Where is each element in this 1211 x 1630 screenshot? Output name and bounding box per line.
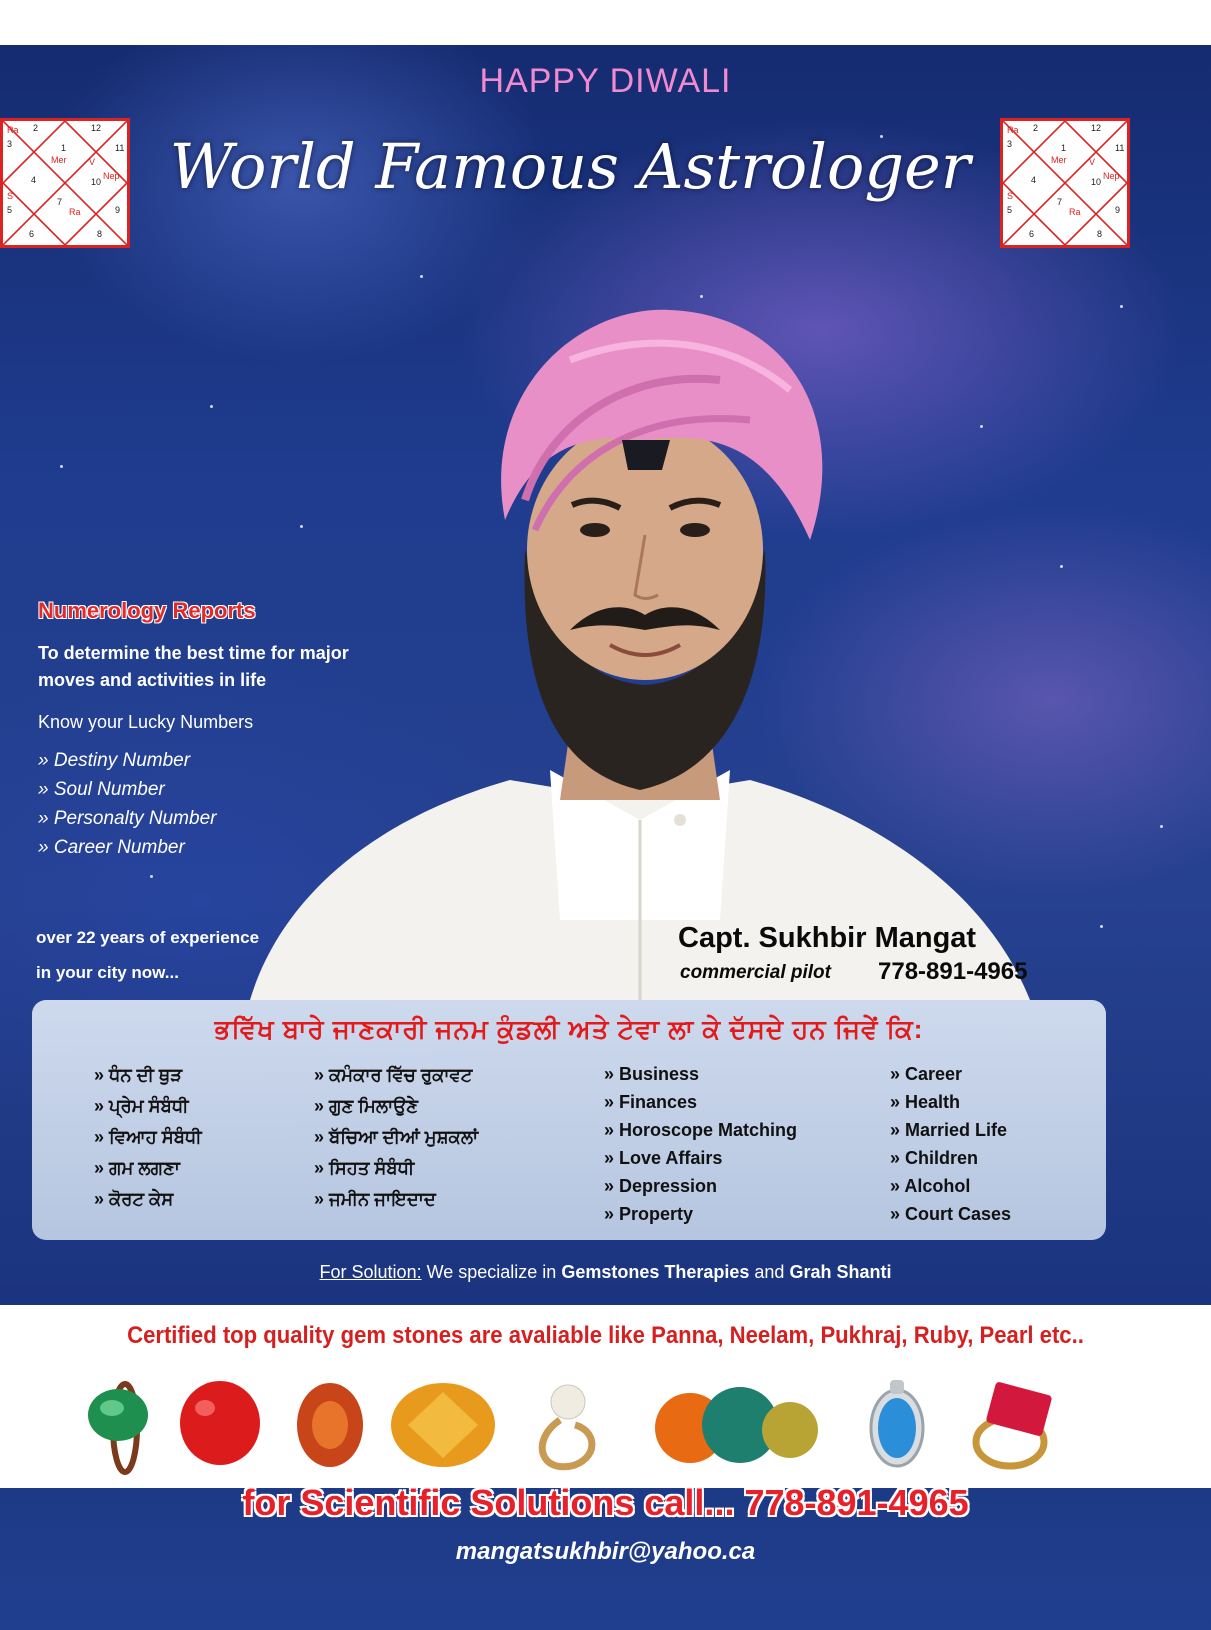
lucky-numbers-label: Know your Lucky Numbers [38, 712, 254, 732]
solution-lead: For Solution: [319, 1262, 422, 1282]
numerology-title: Numerology Reports [38, 598, 256, 623]
citrine-gem-icon [391, 1383, 495, 1467]
services-column-punjabi-1 [94, 1060, 202, 1215]
list-item: » ਵਿਆਹ ਸੰਬੰਧੀ [94, 1127, 202, 1147]
pearl-ring-icon [542, 1385, 592, 1467]
astrologer-title: commercial pilot [680, 962, 831, 983]
kundli-label: 9 [115, 205, 121, 215]
kundli-label: V [89, 157, 96, 167]
kundli-label: 1 [61, 143, 67, 153]
kundli-label: Ra [1007, 125, 1019, 135]
numerology-subtitle: To determine the best time for major moves and activities in life [38, 643, 349, 690]
list-item: » Soul Number [38, 779, 165, 800]
list-item: » Health [890, 1092, 961, 1112]
services-column-english-1 [604, 1060, 797, 1228]
list-item: » Depression [604, 1176, 718, 1196]
list-item: » Alcohol [890, 1176, 971, 1196]
solution-line [0, 1262, 1211, 1283]
list-item: » Property [604, 1204, 694, 1224]
list-item: » ਕਮੰਕਾਰ ਵਿੱਚ ਰੁਕਾਵਟ [314, 1065, 473, 1085]
headline: World Famous Astrologer [169, 130, 971, 203]
astrologer-name: Capt. Sukhbir Mangat [678, 922, 977, 954]
kundli-label: S [7, 191, 14, 201]
kundli-label: 4 [31, 175, 37, 185]
email-address[interactable]: mangatsukhbir@yahoo.ca [455, 1538, 756, 1565]
list-item: » ਪ੍ਰੇਮ ਸੰਬੰਧੀ [94, 1096, 189, 1116]
list-item: » Business [604, 1064, 700, 1084]
list-item: » Children [890, 1148, 979, 1168]
kundli-label: 5 [1007, 205, 1013, 215]
kundli-label: Ra [69, 207, 81, 217]
kundli-label: 7 [1057, 197, 1063, 207]
list-item: » Destiny Number [38, 750, 191, 771]
red-coral-icon [180, 1381, 260, 1465]
experience-line: in your city now... [36, 963, 179, 982]
kundli-label: 8 [1097, 229, 1103, 239]
solution-text: We specialize in [421, 1262, 562, 1282]
list-item: » ਧੰਨ ਦੀ ਥੁੜ [94, 1065, 183, 1085]
list-item: » Career Number [38, 837, 185, 858]
list-item: » Married Life [890, 1120, 1008, 1140]
numerology-list [38, 746, 216, 862]
list-item: » ਗੁਣ ਮਿਲਾਉਣੇ [314, 1096, 418, 1116]
call-to-action[interactable]: for Scientific Solutions call... 778-891-4965 [242, 1482, 969, 1523]
ruby-ring-icon [976, 1381, 1052, 1466]
phone-number[interactable]: 778-891-4965 [878, 958, 1028, 985]
kundli-label: 6 [1029, 229, 1035, 239]
kundli-label: 7 [57, 197, 63, 207]
services-panel [32, 1000, 1106, 1240]
kundli-label: 1 [1061, 143, 1067, 153]
solution-gemstones: Gemstones Therapies [561, 1262, 750, 1282]
gemstone-row [0, 1370, 1211, 1480]
list-item: » Love Affairs [604, 1148, 723, 1168]
kundli-label: 9 [1115, 205, 1121, 215]
mixed-gems-icon [655, 1387, 818, 1463]
kundli-label: 6 [29, 229, 35, 239]
kundli-label: Nep [1103, 171, 1120, 181]
list-item: » Personalty Number [38, 808, 217, 829]
kundli-label: Mer [51, 155, 67, 165]
kundli-label: 12 [91, 123, 102, 133]
emerald-ring-icon [88, 1384, 148, 1472]
kundli-label: V [1089, 157, 1096, 167]
list-item: » ਗਮ ਲਗਣਾ [94, 1158, 180, 1178]
kundli-label: 11 [115, 143, 125, 153]
kundli-label: 11 [1115, 143, 1125, 153]
kundli-chart-left [0, 118, 130, 248]
list-item: » ਸਿਹਤ ਸੰਬੰਧੀ [314, 1158, 415, 1178]
kundli-label: Ra [7, 125, 19, 135]
kundli-label: 3 [1007, 139, 1013, 149]
services-column-english-2 [890, 1060, 1011, 1228]
blue-topaz-pendant-icon [871, 1380, 923, 1466]
kundli-label: 5 [7, 205, 13, 215]
top-margin [0, 0, 1211, 45]
kundli-chart-right [1000, 118, 1130, 248]
list-item: » Finances [604, 1092, 698, 1112]
kundli-label: 4 [1031, 175, 1037, 185]
list-item: » Career [890, 1064, 963, 1084]
kundli-label: Nep [103, 171, 120, 181]
list-item: » ਬੱਚਿਆ ਦੀਆਂ ਮੁਸ਼ਕਲਾਂ [314, 1127, 479, 1147]
experience-text [36, 920, 336, 990]
certified-gems-text: Certified top quality gem stones are avaliable like Panna, Neelam, Pukhraj, Ruby, Pearl etc.. [127, 1322, 1084, 1349]
kundli-label: Ra [1069, 207, 1081, 217]
kundli-label: 2 [1033, 123, 1039, 133]
kundli-label: S [1007, 191, 1014, 201]
list-item: » Horoscope Matching [604, 1120, 798, 1140]
list-item: » ਜਮੀਨ ਜਾਇਦਾਦ [314, 1189, 436, 1209]
experience-line: over 22 years of experience [36, 928, 260, 947]
greeting: HAPPY DIWALI [479, 62, 732, 100]
services-heading: ਭਵਿੱਖ ਬਾਰੇ ਜਾਣਕਾਰੀ ਜਨਮ ਕੁੰਡਲੀ ਅਤੇ ਟੇਵਾ ਲਾ ਕੇ ਦੱਸਦੇ ਹਨ ਜਿਵੇਂ ਕਿ: [214, 1014, 924, 1044]
kundli-label: Mer [1051, 155, 1067, 165]
solution-and: and [749, 1262, 790, 1282]
kundli-label: 10 [91, 177, 102, 187]
kundli-label: 2 [33, 123, 39, 133]
list-item: » Court Cases [890, 1204, 1012, 1224]
kundli-label: 3 [7, 139, 13, 149]
kundli-label: 10 [1091, 177, 1102, 187]
list-item: » ਕੋਰਟ ਕੇਸ [94, 1189, 174, 1209]
kundli-label: 12 [1091, 123, 1102, 133]
kundli-label: 8 [97, 229, 103, 239]
services-column-punjabi-2 [314, 1060, 478, 1215]
hessonite-gem-icon [297, 1383, 363, 1467]
solution-grah-shanti: Grah Shanti [789, 1262, 892, 1282]
